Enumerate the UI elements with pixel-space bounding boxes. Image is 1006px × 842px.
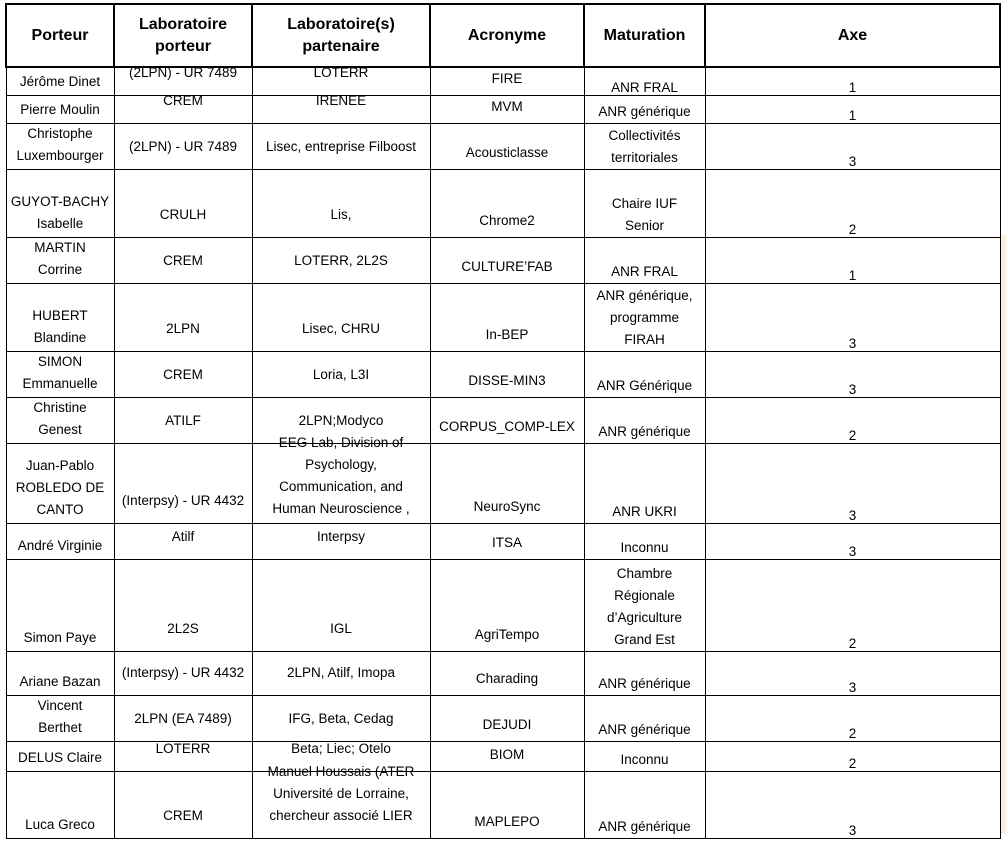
cell-acronyme [430,741,584,771]
axe-text: 3 [848,543,857,559]
projects-table [5,3,1001,839]
cell-porteur [6,397,114,443]
cell-laboratoire-porteur [114,771,252,838]
axe-text: 3 [848,507,857,523]
cell-porteur [6,695,114,741]
cell-axe [705,95,1000,123]
cell-maturation [584,651,705,695]
cell-laboratoire-porteur [114,443,252,523]
header-row [6,4,1000,67]
cell-acronyme [430,771,584,838]
partner-text: IGL [330,620,352,636]
cell-maturation [584,169,705,237]
cell-porteur [6,523,114,559]
cell-laboratoires-partenaire [252,651,430,695]
lab-text: CREM [163,92,203,108]
table-row [6,397,1000,443]
table-row [6,559,1000,651]
acronym-text: Chrome2 [479,212,535,228]
acronym-text: FIRE [491,70,523,86]
axe-text: 2 [848,427,857,443]
cell-porteur [6,559,114,651]
cell-porteur [6,169,114,237]
cell-laboratoire-porteur [114,169,252,237]
maturation-text: Inconnu [620,539,669,555]
cell-acronyme [430,351,584,397]
acronym-text: AgriTempo [474,626,540,642]
porteur-text: HUBERT Blandine [32,307,88,345]
lab-text: (Interpsy) - UR 4432 [121,664,245,680]
cell-maturation [584,351,705,397]
cell-laboratoires-partenaire [252,523,430,559]
partner-text: LOTERR, 2L2S [294,252,388,268]
cell-maturation [584,695,705,741]
cell-maturation [584,67,705,95]
axe-text: 2 [848,635,857,651]
cell-porteur [6,95,114,123]
table-row [6,741,1000,771]
cell-acronyme [430,237,584,283]
cell-acronyme [430,169,584,237]
table-row [6,771,1000,838]
cell-axe [705,283,1000,351]
cell-laboratoire-porteur [114,695,252,741]
partner-text: IRENEE [315,92,367,108]
cell-laboratoires-partenaire [252,434,430,523]
cell-maturation [584,443,705,523]
cell-laboratoires-partenaire [252,559,430,651]
cell-laboratoires-partenaire [252,351,430,397]
cell-acronyme [430,559,584,651]
cell-porteur [6,123,114,169]
cell-axe [705,771,1000,838]
axe-text: 3 [848,381,857,397]
cell-laboratoires-partenaire [252,123,430,169]
cell-porteur [6,443,114,523]
maturation-text: ANR générique [598,818,691,834]
cell-laboratoires-partenaire [252,763,430,838]
partner-text: Loria, L3I [312,366,370,382]
maturation-text: ANR générique [598,423,691,439]
cell-axe [705,523,1000,559]
maturation-text: Inconnu [620,751,669,767]
maturation-text: ANR Générique [596,377,693,393]
axe-text: 2 [848,221,857,237]
lab-text: CREM [163,366,203,382]
lab-text: ATILF [165,412,201,428]
header-acronyme: Acronyme [430,4,584,67]
porteur-text: Jérôme Dinet [19,73,101,89]
table-row [6,169,1000,237]
porteur-text: SIMON Emmanuelle [22,353,98,391]
cell-laboratoires-partenaire [252,92,430,123]
porteur-text: DELUS Claire [17,749,103,765]
table-row [6,651,1000,695]
porteur-text: Pierre Moulin [20,101,100,117]
axe-text: 3 [848,335,857,351]
cell-acronyme [430,283,584,351]
partner-text: Interpsy [316,528,366,544]
table-row [6,443,1000,523]
partner-text: Lis, [330,206,352,222]
cell-maturation [584,523,705,559]
maturation-text: Chaire IUF Senior [611,195,678,233]
cell-axe [705,559,1000,651]
acronym-text: BIOM [489,746,525,762]
partner-text: LOTERR [313,64,369,80]
acronym-text: MAPLEPO [474,813,540,829]
axe-text: 1 [848,79,857,95]
lab-text: Atilf [171,528,195,544]
maturation-text: ANR générique [598,675,691,691]
axe-text: 1 [848,267,857,283]
cell-laboratoires-partenaire [252,237,430,283]
header-maturation: Maturation [584,4,705,67]
lab-text: 2LPN [166,320,200,336]
cell-laboratoires-partenaire [252,169,430,237]
cell-axe [705,351,1000,397]
porteur-text: MARTIN Corrine [34,239,86,277]
cell-maturation [584,771,705,838]
maturation-text: ANR FRAL [611,263,678,279]
cell-laboratoire-porteur [114,351,252,397]
maturation-text: ANR FRAL [611,79,678,95]
axe-text: 3 [848,153,857,169]
porteur-text: Luca Greco [25,816,95,832]
porteur-text: André Virginie [17,537,103,553]
table-row [6,695,1000,741]
lab-text: LOTERR [155,740,211,756]
lab-text: CREM [163,807,203,823]
lab-text: (2LPN) - UR 7489 [128,138,238,154]
maturation-text: Chambre Régionale d’Agriculture Grand Est [606,565,683,647]
partner-text: 2LPN;Modyco [298,412,384,428]
table-row [6,283,1000,351]
cell-axe [705,741,1000,771]
axe-text: 2 [848,725,857,741]
axe-text: 3 [848,822,857,838]
cell-acronyme [430,443,584,523]
table-row [6,123,1000,169]
partner-text: Beta; Liec; Otelo [291,740,391,756]
porteur-text: GUYOT-BACHY Isabelle [10,193,110,231]
partner-text: 2LPN, Atilf, Imopa [286,664,396,680]
table-row [6,351,1000,397]
maturation-text: Collectivités territoriales [608,127,681,165]
cell-porteur [6,351,114,397]
cell-laboratoire-porteur [114,397,252,443]
acronym-text: CULTURE’FAB [461,258,553,274]
acronym-text: DISSE-MIN3 [468,372,546,388]
cell-maturation [584,397,705,443]
cell-laboratoires-partenaire [252,695,430,741]
porteur-text: Juan-Pablo ROBLEDO DE CANTO [15,457,105,517]
cell-acronyme [430,397,584,443]
cell-laboratoire-porteur [114,237,252,283]
cell-acronyme [430,523,584,559]
cell-acronyme [430,67,584,95]
cell-maturation [584,237,705,283]
maturation-text: ANR UKRI [612,503,677,519]
cell-laboratoire-porteur [114,283,252,351]
partner-text: Lisec, entreprise Filboost [265,138,417,154]
lab-text: CRULH [159,206,207,222]
porteur-text: Vincent Berthet [37,697,83,735]
maturation-text: ANR générique, programme FIRAH [596,287,693,347]
maturation-text: ANR générique [598,721,691,737]
cell-laboratoire-porteur [114,123,252,169]
cell-laboratoire-porteur [114,92,252,123]
cell-axe [705,651,1000,695]
lab-text: CREM [163,252,203,268]
porteur-text: Ariane Bazan [19,673,101,689]
cell-axe [705,443,1000,523]
partner-text: IFG, Beta, Cedag [288,710,394,726]
cell-porteur [6,67,114,95]
cell-laboratoire-porteur [114,559,252,651]
acronym-text: ITSA [491,534,522,550]
acronym-text: Acousticlasse [465,144,549,160]
cell-maturation [584,559,705,651]
cell-porteur [6,651,114,695]
cell-laboratoire-porteur [114,651,252,695]
cell-maturation [584,95,705,123]
cell-acronyme [430,95,584,123]
porteur-text: Christine Genest [33,399,87,437]
acronym-text: In-BEP [485,326,529,342]
table-row [6,237,1000,283]
partner-text: Lisec, CHRU [301,320,380,336]
acronym-text: NeuroSync [473,498,541,514]
cell-axe [705,237,1000,283]
axe-text: 2 [848,755,857,771]
cell-maturation [584,123,705,169]
header-axe: Axe [705,4,1000,67]
lab-text: (Interpsy) - UR 4432 [121,492,245,508]
header-laboratoires-partenaire: Laboratoire(s) partenaire [252,4,430,67]
cell-axe [705,123,1000,169]
cell-maturation [584,283,705,351]
cell-acronyme [430,651,584,695]
cell-porteur [6,771,114,838]
maturation-text: ANR générique [598,103,691,119]
lab-text: 2L2S [167,620,199,636]
cell-porteur [6,237,114,283]
header-laboratoire-porteur: Laboratoire porteur [114,4,252,67]
axe-text: 1 [848,107,857,123]
cell-laboratoire-porteur [114,523,252,559]
porteur-text: Christophe Luxembourger [16,125,104,163]
cell-laboratoire-porteur [114,741,252,771]
lab-text: (2LPN) - UR 7489 [128,64,238,80]
acronym-text: CORPUS_COMP-LEX [439,418,575,434]
cell-acronyme [430,695,584,741]
partner-text: Manuel Houssais (ATER Université de Lorraine, chercheur associé LIER [267,763,415,823]
cell-porteur [6,283,114,351]
cell-axe [705,695,1000,741]
cell-axe [705,67,1000,95]
lab-text: 2LPN (EA 7489) [134,710,232,726]
axe-text: 3 [848,679,857,695]
table-row [6,523,1000,559]
acronym-text: MVM [491,98,523,114]
cell-acronyme [430,123,584,169]
acronym-text: DEJUDI [482,716,532,732]
header-porteur: Porteur [6,4,114,67]
partner-text: EEG Lab, Division of Psychology, Communication, and Human Neuroscience , [272,434,410,516]
cell-axe [705,397,1000,443]
acronym-text: Charading [475,670,539,686]
porteur-text: Simon Paye [23,629,97,645]
cell-maturation [584,741,705,771]
cell-porteur [6,741,114,771]
cell-axe [705,169,1000,237]
table-row [6,95,1000,123]
cell-laboratoires-partenaire [252,283,430,351]
